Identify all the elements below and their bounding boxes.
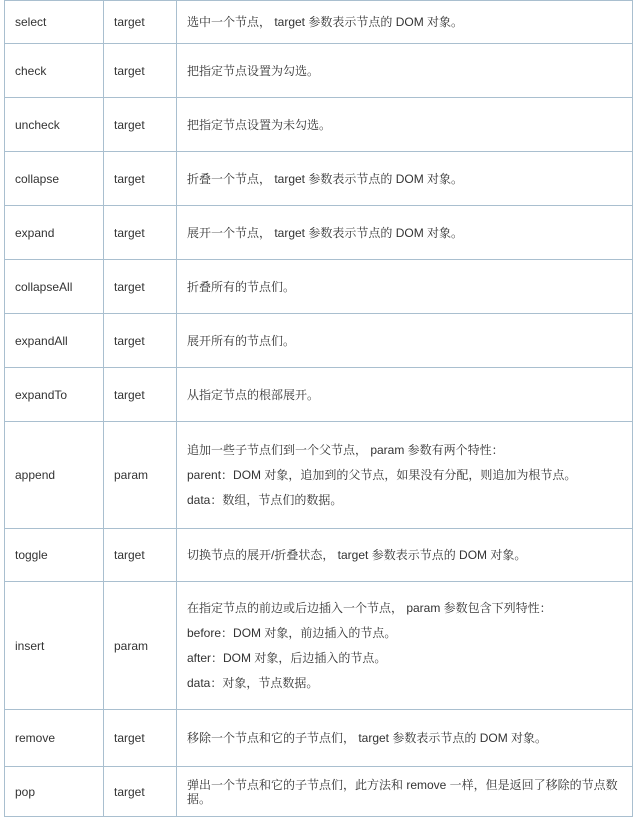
method-param: target (104, 44, 177, 98)
description-line: 选中一个节点， target 参数表示节点的 DOM 对象。 (187, 15, 464, 29)
description-line: 折叠一个节点， target 参数表示节点的 DOM 对象。 (187, 171, 464, 186)
description-line: 移除一个节点和它的子节点们， target 参数表示节点的 DOM 对象。 (187, 731, 548, 745)
method-description (177, 368, 633, 422)
method-name: append (5, 422, 104, 529)
method-param: target (104, 98, 177, 152)
method-param: target (104, 152, 177, 206)
description-line: 弹出一个节点和它的子节点们，此方法和 remove 一样，但是返回了移除的节点数据。 (187, 777, 618, 806)
table-row (5, 260, 633, 314)
description-line: 把指定节点设置为未勾选。 (187, 117, 332, 132)
description-line: data：数组，节点们的数据。 (187, 492, 343, 507)
method-name: select (5, 1, 104, 44)
method-param: target (104, 1, 177, 44)
table-row (5, 710, 633, 767)
method-param: target (104, 767, 177, 817)
method-name: check (5, 44, 104, 98)
table-row (5, 368, 633, 422)
method-name: collapse (5, 152, 104, 206)
method-name: expand (5, 206, 104, 260)
description-line: 切换节点的展开/折叠状态， target 参数表示节点的 DOM 对象。 (187, 548, 527, 562)
method-description (177, 767, 633, 817)
method-description (177, 582, 633, 710)
method-description (177, 152, 633, 206)
method-param: target (104, 368, 177, 422)
method-name: remove (5, 710, 104, 767)
table-row (5, 98, 633, 152)
method-param: target (104, 260, 177, 314)
method-description (177, 98, 633, 152)
description-line: after：DOM 对象，后边插入的节点。 (187, 650, 387, 665)
method-description (177, 529, 633, 582)
methods-table-body (5, 1, 633, 817)
description-line: 折叠所有的节点们。 (187, 279, 296, 294)
description-line: before：DOM 对象，前边插入的节点。 (187, 625, 397, 640)
method-description (177, 314, 633, 368)
method-name: insert (5, 582, 104, 710)
table-row (5, 152, 633, 206)
method-param: target (104, 710, 177, 767)
table-row (5, 422, 633, 529)
description-line: 把指定节点设置为勾选。 (187, 63, 320, 78)
description-line: 在指定节点的前边或后边插入一个节点， param 参数包含下列特性： (187, 600, 552, 615)
method-param: target (104, 314, 177, 368)
description-line: 追加一些子节点们到一个父节点， param 参数有两个特性： (187, 442, 504, 457)
method-description (177, 422, 633, 529)
method-name: pop (5, 767, 104, 817)
method-param: param (104, 422, 177, 529)
method-name: collapseAll (5, 260, 104, 314)
methods-table (4, 0, 633, 817)
description-line: 展开所有的节点们。 (187, 333, 296, 348)
method-name: uncheck (5, 98, 104, 152)
table-row (5, 44, 633, 98)
table-row (5, 529, 633, 582)
method-description (177, 44, 633, 98)
method-description (177, 710, 633, 767)
table-row (5, 582, 633, 710)
table-row (5, 1, 633, 44)
method-param: param (104, 582, 177, 710)
method-description (177, 1, 633, 44)
description-line: parent：DOM 对象，追加到的父节点，如果没有分配，则追加为根节点。 (187, 467, 577, 482)
method-name: expandTo (5, 368, 104, 422)
method-description (177, 260, 633, 314)
methods-table-container (4, 0, 633, 817)
table-row (5, 206, 633, 260)
method-param: target (104, 529, 177, 582)
method-name: expandAll (5, 314, 104, 368)
method-description (177, 206, 633, 260)
method-param: target (104, 206, 177, 260)
description-line: data：对象，节点数据。 (187, 675, 319, 690)
method-name: toggle (5, 529, 104, 582)
description-line: 展开一个节点， target 参数表示节点的 DOM 对象。 (187, 225, 464, 240)
table-row (5, 767, 633, 817)
description-line: 从指定节点的根部展开。 (187, 387, 320, 402)
table-row (5, 314, 633, 368)
